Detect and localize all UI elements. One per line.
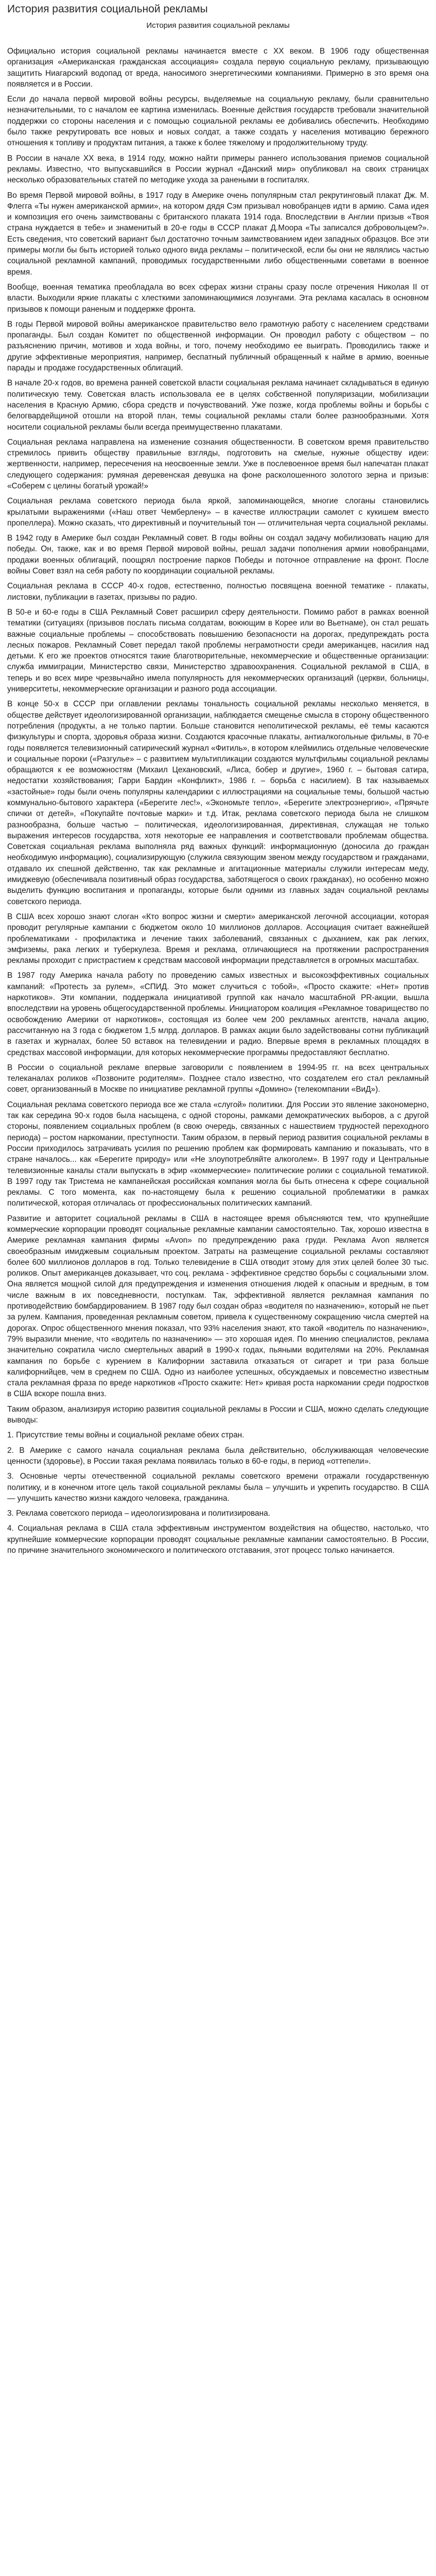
article-body — [7, 46, 429, 1556]
paragraph: Развитие и авторитет социальной рекламы в США в настоящее время объясняются тем, что крупнейшие коммерческие корпорации проводят социальные рекламные кампании самостоятельно. Так, хорошо известна в Америке рекламная кампания фирмы «Avon» по предупреждению рака груди. Реклама Avon является своеобразным имиджевым социальным проектом. Затраты на размещение социальной рекламы составляют более 600 миллионов долларов в год. Только телевидение в США отводит этому для этих целей более 30 тыс. роликов. Опыт американцев доказывает, что соц. реклама - эффективное средство борьбы с социальными злом. Она является мощной силой для предупреждения и изменения отношения людей к опасным и вредным, в том числе важным в их повседневности, поступкам. Так, эффективной является рекламная кампания по противодействию бомбардированием. В 1987 году был создан образ «водителя по назначению», который не пьет за рулем. Кампания, проведенная рекламным советом, привела к существенному сокращению числа смертей на дорогах. Опрос общественного мнения показал, что 93% населения знают, кто такой «водитель по назначению», 79% выразили мнение, что «водитель по назначению» — это хорошая идея. По мнению специалистов, реклама значительно сократила число смертельных аварий в 1990-х годах, пьяными водителями на 20%. Рекламная кампания по борьбе с курением в Калифорнии заставила отказаться от сигарет и три раза больше калифорнийцев, чем в среднем по США. Одно из наиболее успешных, обсуждаемых и повсеместно известным стала рекламная фраза по вреде наркотиков «Просто скажите: Нет» кривая роста наркомании среди подростков в США вскоре пошла вниз. — [7, 1214, 429, 1399]
paragraph: В конце 50-х в СССР при оглавлении рекламы тональность социальной рекламы несколько меняется, в обществе действует идеологизированной организации, наблюдается смещенье смысла в сторону общественного потребления (продукты, а не только партии. Больше становится неполитической рекламы, её темы касаются физкультуры и спорта, здоровья образа жизни. Создаются красочные плакаты, антиалкогольные фильмы, в 70-е годы появляется телевизионный сатирический журнал «Фитиль», в котором клеймились отдельные человеческие и социальные пороки («Разгулье» – с развитием мультипликации создаются мультфильмы социальной рекламы обращаются к ее возможностям (Михаил Цехановский, «Лиса, бобер и другие», 1960 г. – бытовая сатира, недостатки хозяйствования; Гарри Бардин «Конфликт», 1986 г. – борьба с насилием). В так называемых «застойные» годы были очень популярны календарики с иллюстрациями на социальные темы, большой частью коммунально-бытового характера («Берегите лес!», «Экономьте тепло», «Берегите электроэнергию», «Прячьте спички от детей», «Покупайте почтовые марки» и т.д. Итак, реклама советского периода была не слишком разнообразна, больше частью – политическая, идеологизированная, директивная, служащая не только выражения интересов государства, хотя некоторые ее направления и соответствовали проблемам общества. Советская социальная реклама выполняла ряд важных функций: информационную (доносила до граждан необходимую информацию), социализирующую (служила связующим звеном между государством и гражданами, отдавало их спешной действенно, так как рекламные и агитационные материалы служили интересам меду, имиджевую (обеспечивала позитивный образ государства, заботящегося о своих гражданах), но особенно можно выделить функцию воспитания и пропаганды, которые были одними из главных задач социальной рекламы советского периода. — [7, 700, 429, 906]
paragraph: 4. Социальная реклама в США стала эффективным инструментом воздействия на общество, настолько, что крупнейшие коммерческие корпорации проводят социальные рекламные кампании самостоятельно. В России, по причине значительного экономического и политического отставания, этот процесс только начинается. — [7, 1524, 429, 1555]
paragraph: 2. В Америке с самого начала социальная реклама была действительно, обслуживающая человеческие ценности (здоровье), в России такая реклама появилась только в 60-е годы, в период «оттепели». — [7, 1446, 429, 1466]
paragraph: Социальная реклама советского периода все же стала «слугой» политики. Для России это явление закономерно, так как середина 90-х годов была насыщена, с одной стороны, рамками демократических выборов, а с другой стороны, появлением социальных проблем (в свою очередь, связанных с нашествием трудностей переходного периода) – ростом наркомании, преступности. Таким образом, в первый период развития социальной рекламы в России приходилось затрачивать усилия по решению проблем как формировать кампанию и показывать, что в стране началось... как «Берегите природу» или «Не злоупотребляйте алкоголем». В 1997 году и Центральные телевизионные каналы стали выпускать в эфир «коммерческие» политические ролики с социальной тематикой. В 1997 году так Тристема не кампанейская российская компания могла бы быть отнесена к сфере социальной рекламы. С того момента, как по-настоящему была к решению социальной проблематики в рамках политической, которая отличалась от профессиональных политических кампаний. — [7, 1100, 429, 1208]
paragraph: В США всех хорошо знают слоган «Кто вопрос жизни и смерти» американской легочной ассоциации, которая проводит регулярные кампании с бюджетом около 10 миллионов долларов. Ассоциация считает важнейшей проблематиками - профилактика и лечение таких заболеваний, связанных с дыханием, как рак легких, эмфиземы, рака легких и туберкулеза. Время и реклама, отличающиеся на протяжении распространения рекламы проходит с пристрастием к средствам массовой информации представляется в огромных масштабах. — [7, 912, 429, 965]
paragraph: В 1987 году Америка начала работу по проведению самых известных и высокоэффективных социальных кампаний: «Протесть за рулем», «СПИД. Это может случиться с тобой», «Просто скажите: «Нет» против наркотиков». Эти компании, поддержала инициативой группой как начало масштабной PR-акции, вышла впоследствии на уровень общегосударственной проблемы. Инициатором коалиция «Рекламное товарищество по освобождению Америки от наркотиков», состоящая из более чем 200 рекламных агентств, начала акцию, рассчитанную на 3 года с бюджетом 1,5 млрд. долларов. В рамках акции было задействованы сотни публикаций в газетах и журналах, более 50 вставок на телевидении и радио. Впервые время в рекламных площадях в средствах массовой информации, для которых некоммерческие программы предоставляют бесплатно. — [7, 971, 429, 1057]
paragraph: В России в начале XX века, в 1914 году, можно найти примеры раннего использования приемов социальной рекламы. Известно, что выпускавшийся в России журнал «Данский мир» опубликовал на своих страницах несколько образовательных статей по методике ухода за ранеными в госпиталях. — [7, 154, 429, 185]
paragraph: Официально история социальной рекламы начинается вместе с XX веком. В 1906 году общественная организация «Американская гражданская ассоциация» создала первую социальную рекламу, призывающую защитить Ниагарский водопад от вреда, наносимого энергетическими компаниями. Примерно в это время она появляется и в России. — [7, 47, 429, 89]
paragraph: Если до начала первой мировой войны ресурсы, выделяемые на социальную рекламу, были сравнительно незначительными, то с началом ее картина изменилась. Военные действия государств требовали значительной поддержки со стороны населения и с помощью социальной рекламы ее добивались обеспечить. Необходимо было также рекрутировать все новых и новых солдат, а также создать у населения мотивацию бережного отношения к топливу и продуктам питания, а также к более тяжелому и продолжительному труду. — [7, 95, 429, 148]
page-title: История развития социальной рекламы — [7, 3, 208, 15]
paragraph: 3. Основные черты отечественной социальной рекламы советского времени отражали государственную политику, и в конечном итоге цель такой социальной рекламы была – улучшить и укрепить государство. В США — улучшить качество жизни каждого человека, гражданина. — [7, 1472, 429, 1503]
paragraph: В 1942 году в Америке был создан Рекламный совет. В годы войны он создал задачу мобилизовать нацию для победы. Он, также, как и во время Первой мировой войны, решал задачи пополнения армии новобранцами, продажи военных облигаций, поощрял построение парков Победы и поточное отправление на фронт. После войны Совет взял на себя работу по координации социальной рекламы. — [7, 534, 429, 576]
paragraph: Вообще, военная тематика преобладала во всех сферах жизни страны сразу после отречения Николая II от власти. Выходили яркие плакаты с хлесткими запоминающимися лозунгами. Эта реклама касалась в основном призывов к помощи раненым и поддержке фронта. — [7, 282, 429, 314]
paragraph: Таким образом, анализируя историю развития социальной рекламы в России и США, можно сделать следующие выводы: — [7, 1404, 429, 1425]
article-title: История развития социальной рекламы — [146, 21, 290, 30]
paragraph: Во время Первой мировой войны, в 1917 году в Америке очень популярным стал рекрутинговый плакат Дж. М. Флегга «Ты нужен американской армии», на котором дядя Сэм призывал новобранцев идти в армию. Сама идея и композиция его очень заимствованы с британского плаката 1914 года. Впоследствии в Англии призыв «Твоя страна нуждается в тебе» и знаменитый в 20-е годы в СССР плакат Д.Моора «Ты записался добровольцем?». Есть сведения, что советский вариант был достаточно точным заимствованием идеи западных образцов. Все эти примеры могли бы быть историей только одного вида рекламы – политической, если бы они не являлись частью социальной рекламной кампаний, проводимых государственными либо общественными советами в военное время. — [7, 191, 429, 277]
paragraph: В начале 20-х годов, во времена ранней советской власти социальная реклама начинает складываться в единую политическую тему. Советская власть использовала ее в целях собственной популяризации, мобилизации населения в Красную Армию, сбора средств и почувствований. Уже позже, когда проблемы войны и борьбы с белогвардейщиной отошли на второй план, темы социальной рекламы стали более разнообразными. Хотя носители социальной рекламы были всегда преимущественно плакатами. — [7, 379, 429, 432]
paragraph: В России о социальной рекламе впервые заговорили с появлением в 1994-95 гг. на всех центральных телеканалах роликов «Позвоните родителям». Позднее стало известно, что создателем его стал рекламный совет, организованный в Москве по инициативе рекламной группы «Домино» (телекомпании «ВиД»). — [7, 1063, 429, 1094]
paragraph: 3. Реклама советского периода – идеологизирована и политизирована. — [7, 1509, 270, 1518]
paragraph: Социальная реклама направлена на изменение сознания общественности. В советском время правительство стремилось привить обществу правильные взгляды, подготовить на смелые, нужные обществу идеи: жертвенности, например, пересечения на неосвоенные земли. Уже в послевоенное время был напечатан плакат следующего содержания: румяная деревенская девушка на фоне расколошенного золотого зерна и призыв: «Соберем с целины богатый урожай!» — [7, 437, 429, 490]
paragraph: В годы Первой мировой войны американское правительство вело грамотную работу с населением средствами пропаганды. Был создан Комитет по общественной информации. Он проводил работу с обществом – по разъяснению причин, мотивов и хода войны, и того, почему необходимо ее выиграть. Проводились также и другие эффективные мероприятия, например, беспатный публичный обращенный к найме в армию, военные парады и продаже государственных облигаций. — [7, 319, 429, 373]
paragraph: Социальная реклама советского периода была яркой, запоминающейся, многие слоганы становились крылатыми выражениями («Наш ответ Чемберлену» – в качестве иллюстрации самолет с кукишем вместо пропеллера). Можно сказать, что директивный и поучительный тон — отличительная черта социальной рекламы. — [7, 497, 429, 528]
paragraph: В 50-е и 60-е годы в США Рекламный Совет расширил сферу деятельности. Помимо работ в рамках военной тематики (ситуациях (призывов послать письма солдатам, воюющим в Корее или во Вьетнаме), он стал решать важные социальные проблемы – способствовать повышению безопасности на дорогах, предупреждать роста лесных пожаров. Рекламный Совет передал такой проблемы негрaмотности среди американцев, насилия над детьми. К его же проектов относятся такие благотворительные, некоммерческие и общественные организации: служба иммиграции, Министерство связи, Министерство здравоохранения. Социальной рекламой в США, в теперь и во всех мире чрезвычайно имела популярность для некоммерческих организаций (церкви, больницы, университеты, некоммерческие организации и разного рода ассоциации. — [7, 607, 429, 694]
paragraph: 1. Присутствие темы войны и социальной рекламе обеих стран. — [7, 1431, 245, 1440]
paragraph: Социальная реклама в СССР 40-х годов, естественно, полностью посвящена военной тематике - плакаты, листовки, публикации в газетах, призывы по радио. — [7, 582, 429, 602]
